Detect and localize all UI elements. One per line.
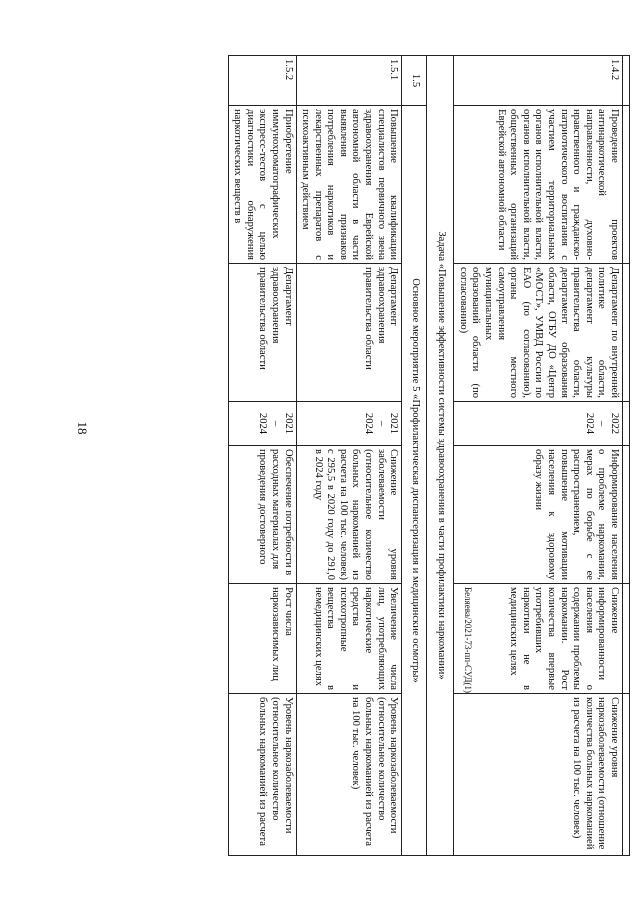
measure-cell: Приобретение иммунохроматографических экспресс-тестов с целью диагностики обнаружения наркотических веществ в xyxy=(228,106,296,264)
measure-cell: Повышение квалификации специалистов первичного звена здравоохранения Еврейской автономной области в части выявления признаков потребления наркотиков и лекарственных препаратов с психоактивным действием xyxy=(296,106,402,264)
result-cell: Снижение уровня заболеваемости (относительное количество больных наркоманией из расчета на 100 тыс. человек) с 295,5 в 2020 году до 291,0 в 2024 году xyxy=(296,446,402,584)
period-cell xyxy=(228,402,296,446)
year-start: 2021 xyxy=(388,412,400,435)
year-end: 2024 xyxy=(583,412,595,435)
table-top-row xyxy=(623,56,630,856)
task-row xyxy=(427,56,454,856)
table-row-1-5-1 xyxy=(296,56,402,856)
consequence-cell: Увеличение числа лиц, употребляющих наркотические средства и психотропные вещества в немедицинских целях xyxy=(296,584,402,694)
year-start: 2022 xyxy=(609,412,620,435)
year-end: 2024 xyxy=(363,412,375,435)
document-code: Беляева/2021-73-пп-СУД(1) xyxy=(463,586,473,694)
row-number: 1.5.1 xyxy=(296,56,402,106)
row-number: 1.5.2 xyxy=(228,56,296,106)
indicator-cell: Уровень наркозаболеваемости (относительное количество больных наркоманией из расчета xyxy=(228,694,296,856)
table-row-1-4-2 xyxy=(454,56,623,856)
year-end: 2024 xyxy=(257,412,269,435)
consequence-cell: Рост числа наркозависимых лиц xyxy=(228,584,296,694)
main-measure-row xyxy=(402,56,427,856)
rotated-table-container xyxy=(70,55,630,855)
executor-cell: Департамент по внутренней политике области, департамент культуры правительства области, департамент образования области, ОГБУ ДО «Центр «МОСТ», УМВД России по ЕАО (по согласованию), органы местного самоуправления муниципальных образований области (по согласованию) xyxy=(454,264,623,402)
table-row-1-5-2 xyxy=(228,56,296,856)
measure-cell: Проведение проектов антинаркотической направленности, духовно-нравственного и гражданско-патриотического воспитания с участием территориальных органов исполнительной власти, органов исполнительной власти, общественных организаций Еврейской автономной области xyxy=(454,106,623,264)
main-measure-number: 1.5 xyxy=(402,56,427,106)
task-heading: Задача «Повышение эффективности системы здравоохранения в части профилактики наркомании» xyxy=(427,56,454,856)
period-cell xyxy=(296,402,402,446)
result-cell: Обеспечение потребности в расходных материалах для проведения достоверного xyxy=(228,446,296,584)
result-cell: Информирование населения о проблеме наркомании, мерах по борьбе с ее распространением, повышение мотивации населения к здоровому образу жизни xyxy=(454,446,623,584)
indicator-cell: Снижение уровня наркозаболеваемости (отношение количества больных наркоманией из расчета на 100 тыс. человек) xyxy=(454,694,623,856)
consequence-cell: Снижение информированности населения о содержании проблемы наркомании. Рост количества впервые употребивших наркотики не в медицинских целях xyxy=(454,584,623,694)
year-dash: – xyxy=(269,420,281,427)
main-measure-title: Основное мероприятие 5 «Профилактическая диспансеризация и медицинские осмотры» xyxy=(402,106,427,856)
executor-cell: Департамент здравоохранения правительства области xyxy=(228,264,296,402)
year-start: 2021 xyxy=(282,412,294,435)
executor-cell: Департамент здравоохранения правительства области xyxy=(296,264,402,402)
indicator-cell: Уровень наркозаболеваемости (относительное количество больных наркоманией из расчета на 100 тыс. человек) xyxy=(296,694,402,856)
year-dash: – xyxy=(375,420,387,427)
period-cell xyxy=(454,402,623,446)
program-table xyxy=(228,55,630,856)
row-number: 1.4.2 xyxy=(454,56,623,106)
page-number: 18 xyxy=(75,421,90,435)
year-dash: – xyxy=(596,420,608,427)
